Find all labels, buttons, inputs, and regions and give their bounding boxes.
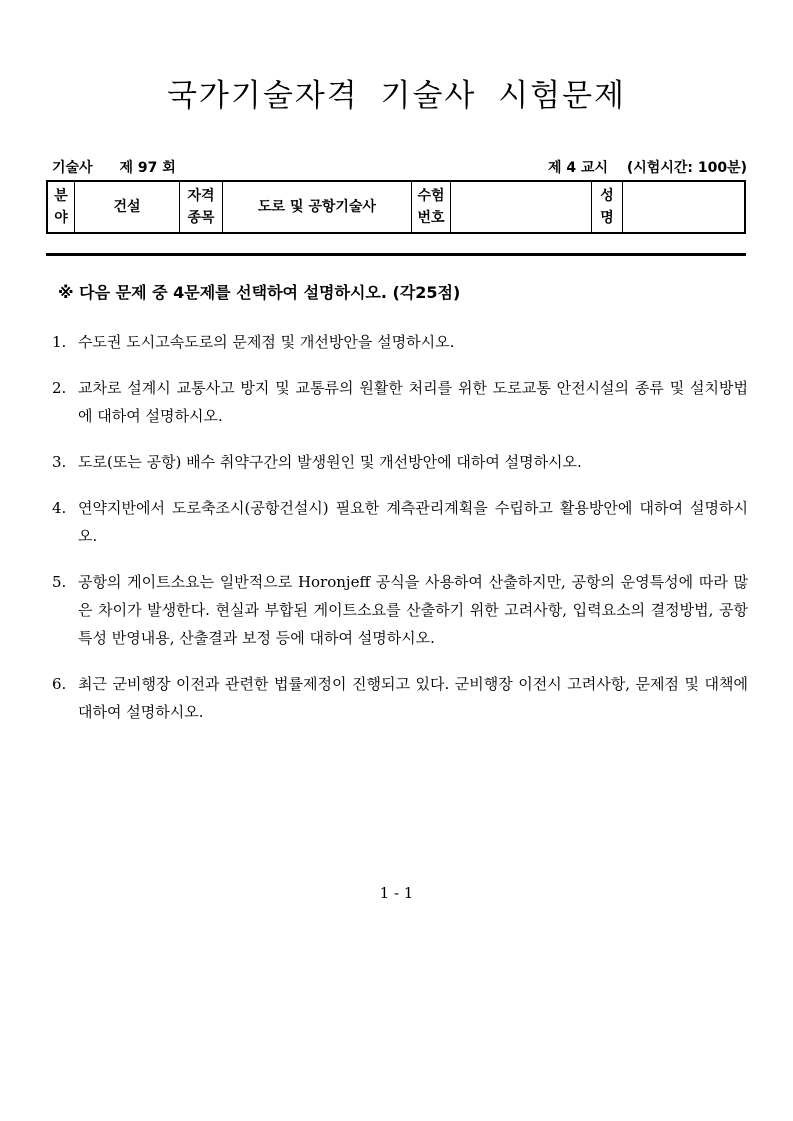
exam-meta-right — [534, 157, 747, 177]
question-text: 도로(또는 공항) 배수 취약구간의 발생원인 및 개선방안에 대하여 설명하시오. — [78, 453, 582, 471]
question-item — [52, 494, 748, 550]
question-number: 1. — [52, 333, 67, 351]
name-label: 성 명 — [592, 181, 623, 233]
instruction-text: ※ 다음 문제 중 4문제를 선택하여 설명하시오. (각25점) — [58, 283, 461, 302]
exam-meta-left — [52, 157, 198, 177]
question-number: 4. — [52, 499, 67, 517]
exam-period: 제 4 교시 — [547, 160, 608, 176]
qualification-value: 도로 및 공항기술사 — [223, 181, 412, 233]
question-text: 최근 군비행장 이전과 관련한 법률제정이 진행되고 있다. 군비행장 이전시 고려사항, 문제점 및 대책에 대하여 설명하시오. — [78, 675, 748, 721]
question-list — [52, 328, 748, 744]
question-text: 수도권 도시고속도로의 문제점 및 개선방안을 설명하시오. — [78, 333, 455, 351]
field-value: 건설 — [75, 181, 180, 233]
exam-duration: (시험시간: 100분) — [626, 160, 747, 176]
question-item — [52, 448, 748, 476]
page-title: 국가기술자격 기술사 시험문제 — [166, 78, 626, 114]
exam-header-table — [46, 180, 746, 234]
question-text: 연약지반에서 도로축조시(공항건설시) 필요한 계측관리계획을 수립하고 활용방안에 대하여 설명하시오. — [78, 499, 748, 545]
exam-number-label: 수험 번호 — [412, 181, 451, 233]
exam-type: 기술사 — [52, 160, 93, 176]
exam-session: 제 97 회 — [119, 160, 176, 176]
exam-number-field[interactable] — [451, 181, 592, 233]
question-number: 6. — [52, 675, 67, 693]
question-text: 공항의 게이트소요는 일반적으로 Horonjeff 공식을 사용하여 산출하지만, 공항의 운영특성에 따라 많은 차이가 발생한다. 현실과 부합된 게이트소요를 산출하기 위한 고려사항, 입력요소의 결정방법, 공항특성 반영내용, 산출결과 보정 등에 대하여 설명하시오. — [78, 573, 748, 647]
name-field[interactable] — [623, 181, 746, 233]
question-number: 5. — [52, 573, 67, 591]
header-divider — [46, 253, 746, 256]
question-item — [52, 568, 748, 652]
qualification-label: 자격 종목 — [180, 181, 223, 233]
question-item — [52, 670, 748, 726]
question-item — [52, 328, 748, 356]
question-number: 2. — [52, 379, 67, 397]
field-label: 분 야 — [47, 181, 75, 233]
page-number: 1 - 1 — [379, 884, 414, 902]
question-item — [52, 374, 748, 430]
question-number: 3. — [52, 453, 67, 471]
question-text: 교차로 설계시 교통사고 방지 및 교통류의 원활한 처리를 위한 도로교통 안전시설의 종류 및 설치방법에 대하여 설명하시오. — [78, 379, 748, 425]
